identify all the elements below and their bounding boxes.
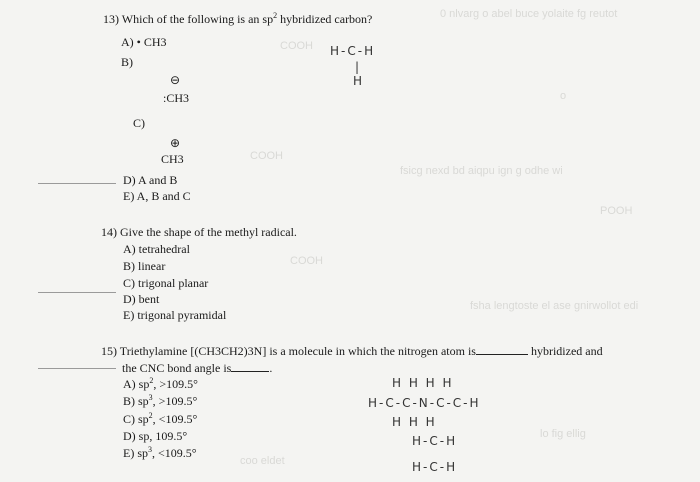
sketch-methane-row3: H: [353, 74, 365, 88]
blank-angle: [231, 360, 269, 372]
q15-stem-line2: the CNC bond angle is .: [122, 361, 273, 375]
watermark-text: COOH: [250, 150, 283, 162]
q15-option-e: E) $sp^3$, <109.5°: [123, 445, 197, 460]
q13-option-b-structure: :CH3: [163, 91, 190, 105]
watermark-text: o: [560, 90, 567, 102]
q14-option-d: D) bent: [123, 292, 160, 306]
sketch-methane-row2: |: [355, 60, 362, 74]
q13-option-d: D) A and B: [123, 173, 178, 187]
q13-option-b: B): [121, 55, 133, 69]
sketch-amine-branch1: H-C-H: [412, 434, 458, 448]
q14-option-e: E) trigonal pyramidal: [123, 308, 227, 322]
watermark-text: fsha lengtoste el ase gnirwollot edi: [470, 300, 639, 312]
sketch-amine-branch2: H-C-H: [412, 460, 458, 474]
negative-charge-icon: ⊖: [170, 73, 181, 87]
watermark-text: COOH: [290, 255, 323, 267]
watermark-text: lo fig ellig: [540, 428, 586, 440]
sketch-amine-bottom: H H H: [392, 415, 437, 429]
q14-option-b: B) linear: [123, 259, 166, 273]
answer-line: [38, 368, 116, 369]
q15-option-a: A) $sp^2$, >109.5°: [123, 376, 198, 391]
q15-option-b: B) $sp^3$, >109.5°: [123, 393, 198, 408]
q15-option-c: C) $sp^2$, <109.5°: [123, 411, 198, 426]
sketch-amine-main: H-C-C-N-C-C-H: [368, 396, 481, 410]
q13-option-e: E) A, B and C: [123, 189, 191, 203]
answer-line: [38, 183, 116, 184]
q13-option-a: A) • CH3: [121, 35, 167, 49]
sketch-amine-top: H H H H: [392, 376, 454, 390]
q13-stem: 13) Which of the following is an $sp^2$ hybridized carbon?: [103, 11, 373, 26]
q13-option-c-structure: CH3: [161, 152, 184, 166]
q14-option-c: C) trigonal planar: [123, 276, 209, 290]
watermark-text: fsicg nexd bd aiqpu ign g odhe wi: [400, 165, 563, 177]
q13-option-c: C): [133, 116, 145, 130]
sketch-methane-row1: H-C-H: [330, 44, 376, 58]
watermark-text: coo eldet: [240, 455, 285, 467]
q14-option-a: A) tetrahedral: [123, 242, 190, 256]
q15-stem-line1: 15) Triethylamine [(CH3CH2)3N] is a molecule in which the nitrogen atom is hybridized and: [101, 344, 603, 358]
q14-stem: 14) Give the shape of the methyl radical.: [101, 225, 297, 239]
watermark-text: COOH: [280, 40, 313, 52]
watermark-text: 0 nlvarg o abel buce yolaite fg reutot: [440, 8, 618, 20]
positive-charge-icon: ⊕: [170, 136, 181, 150]
q15-option-d: D) sp, 109.5°: [123, 429, 188, 443]
blank-hybridization: [476, 343, 528, 355]
watermark-text: POOH: [600, 205, 633, 217]
answer-line: [38, 292, 116, 293]
